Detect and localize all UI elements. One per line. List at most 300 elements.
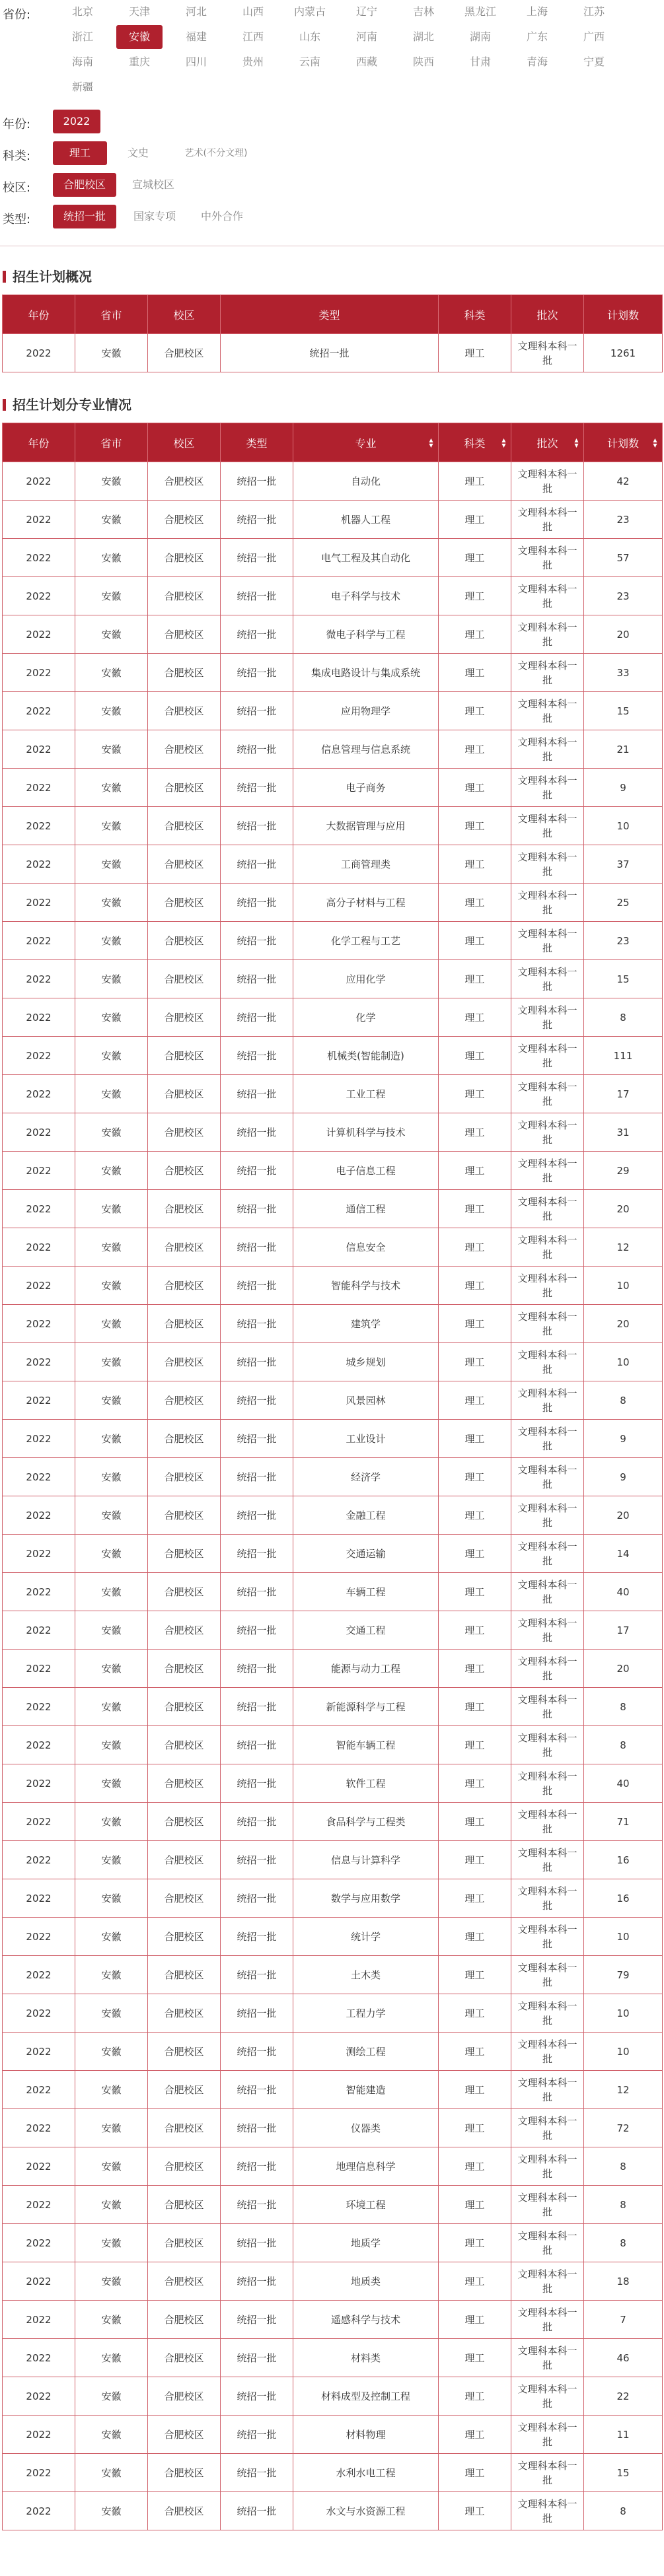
table-cell: 理工 (439, 1879, 511, 1918)
column-header: 年份 (3, 295, 75, 334)
table-cell: 理工 (439, 1956, 511, 1994)
province-option[interactable]: 贵州 (242, 55, 264, 68)
table-cell: 理工 (439, 1803, 511, 1841)
table-cell: 理工 (439, 577, 511, 615)
table-cell: 统招一批 (221, 501, 293, 539)
major-name-cell: 工业工程 (293, 1075, 439, 1113)
province-option[interactable]: 北京 (71, 5, 93, 18)
major-name-cell: 风景园林 (293, 1381, 439, 1420)
table-cell: 合肥校区 (148, 2377, 221, 2416)
table-cell: 2022 (3, 960, 75, 998)
province-option[interactable]: 重庆 (128, 55, 150, 68)
province-option[interactable]: 湖北 (412, 30, 434, 43)
table-cell: 合肥校区 (148, 1152, 221, 1190)
table-cell: 安徽 (75, 1420, 148, 1458)
province-option[interactable]: 安徽 (116, 25, 163, 49)
plan-count-cell: 16 (584, 1879, 663, 1918)
major-name-cell: 集成电路设计与集成系统 (293, 654, 439, 692)
table-row (3, 1994, 663, 2033)
table-cell: 安徽 (75, 1803, 148, 1841)
table-cell: 安徽 (75, 1228, 148, 1267)
province-option[interactable]: 云南 (299, 55, 320, 68)
table-cell: 理工 (439, 1037, 511, 1075)
table-cell: 理工 (439, 807, 511, 845)
table-cell: 文理科本科一批 (511, 1267, 584, 1305)
table-cell: 安徽 (75, 1343, 148, 1381)
plan-count-cell: 8 (584, 1381, 663, 1420)
major-name-cell: 电子科学与技术 (293, 577, 439, 615)
province-option[interactable]: 陕西 (412, 55, 434, 68)
table-cell: 2022 (3, 539, 75, 577)
table-cell: 理工 (439, 462, 511, 501)
plan-count-cell: 72 (584, 2109, 663, 2147)
table-cell: 理工 (439, 1611, 511, 1650)
major-name-cell: 仪器类 (293, 2109, 439, 2147)
table-cell: 安徽 (75, 2416, 148, 2454)
table-cell: 文理科本科一批 (511, 1343, 584, 1381)
table-cell: 理工 (439, 654, 511, 692)
province-option[interactable]: 湖南 (469, 30, 491, 43)
table-cell: 理工 (439, 2262, 511, 2301)
table-cell: 2022 (3, 1458, 75, 1496)
table-cell: 合肥校区 (148, 501, 221, 539)
province-option[interactable]: 河北 (185, 5, 207, 18)
province-option[interactable]: 广东 (526, 30, 548, 43)
table-cell: 理工 (439, 998, 511, 1037)
table-cell: 文理科本科一批 (511, 2147, 584, 2186)
table-cell: 统招一批 (221, 2262, 293, 2301)
table-cell: 2022 (3, 1803, 75, 1841)
table-cell: 合肥校区 (148, 2071, 221, 2109)
province-option[interactable]: 江西 (242, 30, 264, 43)
major-name-cell: 电气工程及其自动化 (293, 539, 439, 577)
table-cell: 2022 (3, 998, 75, 1037)
table-row (3, 1841, 663, 1879)
table-cell: 2022 (3, 1650, 75, 1688)
table-cell: 理工 (439, 1688, 511, 1726)
table-row (3, 1803, 663, 1841)
table-cell: 统招一批 (221, 2339, 293, 2377)
table-cell: 2022 (3, 1113, 75, 1152)
plan-count-cell: 18 (584, 2262, 663, 2301)
table-cell: 安徽 (75, 807, 148, 845)
table-cell: 文理科本科一批 (511, 1688, 584, 1726)
province-option[interactable]: 吉林 (412, 5, 434, 18)
table-cell: 合肥校区 (148, 2492, 221, 2530)
table-cell: 理工 (439, 2109, 511, 2147)
plan-count-cell: 8 (584, 2147, 663, 2186)
subject-option-science[interactable]: 理工 (53, 141, 107, 165)
plan-count-cell: 7 (584, 2301, 663, 2339)
table-cell: 文理科本科一批 (511, 1803, 584, 1841)
major-name-cell: 地质类 (293, 2262, 439, 2301)
table-cell: 理工 (439, 1343, 511, 1381)
table-row (3, 1764, 663, 1803)
table-cell: 2022 (3, 2224, 75, 2262)
table-cell: 安徽 (75, 1650, 148, 1688)
province-option[interactable]: 辽宁 (355, 5, 377, 18)
major-name-cell: 建筑学 (293, 1305, 439, 1343)
table-cell: 理工 (439, 845, 511, 884)
province-option[interactable]: 宁夏 (583, 55, 605, 68)
table-cell: 合肥校区 (148, 1496, 221, 1535)
overview-title: 招生计划概况 (0, 267, 664, 287)
table-cell: 统招一批 (221, 1037, 293, 1075)
table-cell: 合肥校区 (148, 1228, 221, 1267)
table-cell: 2022 (3, 2339, 75, 2377)
plan-count-cell: 10 (584, 807, 663, 845)
table-cell: 合肥校区 (148, 960, 221, 998)
table-cell: 合肥校区 (148, 1037, 221, 1075)
table-cell: 文理科本科一批 (511, 2377, 584, 2416)
province-option[interactable]: 海南 (71, 55, 93, 68)
plan-count-cell: 42 (584, 462, 663, 501)
sortable-column-header[interactable]: 计划数 ▲▼ (584, 423, 663, 462)
plan-count-cell: 40 (584, 1573, 663, 1611)
sortable-column-header[interactable]: 批次 ▲▼ (511, 423, 584, 462)
plan-count-cell: 79 (584, 1956, 663, 1994)
table-cell: 文理科本科一批 (511, 1994, 584, 2033)
table-cell: 2022 (3, 2186, 75, 2224)
plan-count-cell: 17 (584, 1075, 663, 1113)
table-cell: 文理科本科一批 (511, 2071, 584, 2109)
province-option[interactable]: 上海 (526, 5, 548, 18)
table-cell: 理工 (439, 501, 511, 539)
table-row (3, 1267, 663, 1305)
table-row (3, 1113, 663, 1152)
table-cell: 2022 (3, 1879, 75, 1918)
table-cell: 统招一批 (221, 2492, 293, 2530)
table-cell: 统招一批 (221, 1688, 293, 1726)
table-row (3, 1152, 663, 1190)
plan-count-cell: 21 (584, 730, 663, 769)
table-cell: 文理科本科一批 (511, 1152, 584, 1190)
table-cell: 统招一批 (221, 769, 293, 807)
year-option-2022[interactable]: 2022 (53, 110, 100, 133)
table-cell: 安徽 (75, 2109, 148, 2147)
table-cell: 文理科本科一批 (511, 1458, 584, 1496)
table-cell: 合肥校区 (148, 2224, 221, 2262)
table-cell: 合肥校区 (148, 2109, 221, 2147)
column-header: 批次 (511, 295, 584, 334)
table-cell: 合肥校区 (148, 2339, 221, 2377)
table-cell: 统招一批 (221, 845, 293, 884)
plan-count-cell: 10 (584, 1343, 663, 1381)
type-option-sino-foreign[interactable]: 中外合作 (200, 210, 243, 223)
table-cell: 理工 (439, 1075, 511, 1113)
table-cell: 合肥校区 (148, 1075, 221, 1113)
table-cell: 统招一批 (221, 1496, 293, 1535)
table-row (3, 769, 663, 807)
province-option[interactable]: 江苏 (583, 5, 605, 18)
plan-count-cell: 23 (584, 501, 663, 539)
plan-count-cell: 8 (584, 998, 663, 1037)
table-row (3, 577, 663, 615)
table-cell: 统招一批 (221, 1343, 293, 1381)
plan-count-cell: 20 (584, 1190, 663, 1228)
province-option[interactable]: 山西 (242, 5, 264, 18)
province-option[interactable]: 福建 (185, 30, 207, 43)
table-row (3, 1879, 663, 1918)
table-cell: 理工 (439, 960, 511, 998)
table-cell: 理工 (439, 1496, 511, 1535)
table-cell: 文理科本科一批 (511, 1420, 584, 1458)
table-cell: 文理科本科一批 (511, 1535, 584, 1573)
table-cell: 2022 (3, 922, 75, 960)
table-cell: 2022 (3, 2492, 75, 2530)
table-cell: 理工 (439, 1305, 511, 1343)
table-cell: 文理科本科一批 (511, 1841, 584, 1879)
table-row (3, 1343, 663, 1381)
table-cell: 安徽 (75, 2454, 148, 2492)
table-cell: 统招一批 (221, 577, 293, 615)
province-option[interactable]: 浙江 (71, 30, 93, 43)
table-cell: 理工 (439, 2492, 511, 2530)
table-cell: 2022 (3, 2416, 75, 2454)
table-cell: 文理科本科一批 (511, 692, 584, 730)
table-cell: 合肥校区 (148, 2033, 221, 2071)
table-cell: 文理科本科一批 (511, 1190, 584, 1228)
plan-count-cell: 12 (584, 1228, 663, 1267)
major-name-cell: 交通运输 (293, 1535, 439, 1573)
table-cell: 合肥校区 (148, 1994, 221, 2033)
table-cell: 安徽 (75, 1879, 148, 1918)
province-option[interactable]: 黑龙江 (464, 5, 496, 18)
column-header: 年份 (3, 423, 75, 462)
table-cell: 合肥校区 (148, 1458, 221, 1496)
table-cell: 理工 (439, 2033, 511, 2071)
table-cell: 2022 (3, 1420, 75, 1458)
table-cell: 理工 (439, 1113, 511, 1152)
table-cell: 2022 (3, 1573, 75, 1611)
table-cell: 文理科本科一批 (511, 2454, 584, 2492)
table-cell: 2022 (3, 501, 75, 539)
table-cell: 理工 (439, 1535, 511, 1573)
table-cell: 2022 (3, 577, 75, 615)
table-cell: 2022 (3, 1764, 75, 1803)
table-cell: 文理科本科一批 (511, 1113, 584, 1152)
table-cell: 安徽 (75, 334, 148, 372)
table-cell: 文理科本科一批 (511, 1726, 584, 1764)
table-cell: 理工 (439, 1650, 511, 1688)
subject-label: 科类: (3, 149, 31, 163)
table-cell: 合肥校区 (148, 1535, 221, 1573)
table-cell: 统招一批 (221, 2454, 293, 2492)
table-cell: 统招一批 (221, 1420, 293, 1458)
table-row (3, 334, 663, 372)
plan-count-cell: 11 (584, 2416, 663, 2454)
major-name-cell: 工业设计 (293, 1420, 439, 1458)
major-name-cell: 统计学 (293, 1918, 439, 1956)
table-cell: 统招一批 (221, 1956, 293, 1994)
table-cell: 安徽 (75, 884, 148, 922)
type-option-national[interactable]: 国家专项 (133, 210, 176, 223)
campus-option-hefei[interactable]: 合肥校区 (53, 173, 116, 197)
major-name-cell: 智能车辆工程 (293, 1726, 439, 1764)
table-cell: 安徽 (75, 2301, 148, 2339)
table-cell: 文理科本科一批 (511, 501, 584, 539)
table-cell: 安徽 (75, 2147, 148, 2186)
table-row (3, 1535, 663, 1573)
major-name-cell: 通信工程 (293, 1190, 439, 1228)
year-label: 年份: (3, 118, 31, 131)
table-row (3, 2377, 663, 2416)
table-cell: 文理科本科一批 (511, 2339, 584, 2377)
table-cell: 统招一批 (221, 2377, 293, 2416)
province-option[interactable]: 天津 (128, 5, 150, 18)
plan-count-cell: 10 (584, 1267, 663, 1305)
table-cell: 2022 (3, 2454, 75, 2492)
table-cell: 安徽 (75, 2377, 148, 2416)
province-option[interactable]: 山东 (299, 30, 320, 43)
table-cell: 统招一批 (221, 2147, 293, 2186)
table-row (3, 692, 663, 730)
table-row (3, 2224, 663, 2262)
major-name-cell: 工商管理类 (293, 845, 439, 884)
table-row (3, 998, 663, 1037)
major-name-cell: 车辆工程 (293, 1573, 439, 1611)
table-cell: 安徽 (75, 501, 148, 539)
plan-count-cell: 8 (584, 2186, 663, 2224)
table-cell: 安徽 (75, 692, 148, 730)
table-cell: 合肥校区 (148, 1918, 221, 1956)
table-cell: 统招一批 (221, 1611, 293, 1650)
table-cell: 合肥校区 (148, 2262, 221, 2301)
table-cell: 合肥校区 (148, 1764, 221, 1803)
table-cell: 2022 (3, 2262, 75, 2301)
province-option[interactable]: 广西 (583, 30, 605, 43)
table-cell: 文理科本科一批 (511, 845, 584, 884)
table-row (3, 845, 663, 884)
plan-count-cell: 37 (584, 845, 663, 884)
table-cell: 安徽 (75, 1113, 148, 1152)
table-cell: 理工 (439, 1726, 511, 1764)
subject-option-art[interactable]: 艺术(不分文理) (184, 148, 248, 158)
table-cell: 理工 (439, 1918, 511, 1956)
major-name-cell: 新能源科学与工程 (293, 1688, 439, 1726)
province-option[interactable]: 甘肃 (469, 55, 491, 68)
major-name-cell: 大数据管理与应用 (293, 807, 439, 845)
table-cell: 理工 (439, 1458, 511, 1496)
table-cell: 理工 (439, 2301, 511, 2339)
table-cell: 理工 (439, 2147, 511, 2186)
province-option[interactable]: 内蒙古 (293, 5, 326, 18)
table-cell: 统招一批 (221, 539, 293, 577)
table-cell: 安徽 (75, 1726, 148, 1764)
table-cell: 文理科本科一批 (511, 730, 584, 769)
table-cell: 理工 (439, 2186, 511, 2224)
table-cell: 安徽 (75, 1037, 148, 1075)
table-cell: 2022 (3, 1343, 75, 1381)
sortable-column-header[interactable]: 专业 ▲▼ (293, 423, 439, 462)
plan-count-cell: 14 (584, 1535, 663, 1573)
table-cell: 合肥校区 (148, 1611, 221, 1650)
province-filter (0, 0, 664, 106)
table-cell: 安徽 (75, 615, 148, 654)
major-name-cell: 计算机科学与技术 (293, 1113, 439, 1152)
plan-count-cell: 15 (584, 692, 663, 730)
plan-count-cell: 31 (584, 1113, 663, 1152)
major-name-cell: 机器人工程 (293, 501, 439, 539)
sortable-column-header[interactable]: 科类 ▲▼ (439, 423, 511, 462)
province-option[interactable]: 河南 (355, 30, 377, 43)
plan-count-cell: 10 (584, 1918, 663, 1956)
table-cell: 安徽 (75, 1075, 148, 1113)
table-cell: 统招一批 (221, 730, 293, 769)
table-cell: 文理科本科一批 (511, 769, 584, 807)
table-row (3, 1228, 663, 1267)
table-cell: 文理科本科一批 (511, 654, 584, 692)
province-option[interactable]: 新疆 (71, 81, 93, 93)
plan-count-cell: 15 (584, 960, 663, 998)
table-cell: 文理科本科一批 (511, 1496, 584, 1535)
table-cell: 合肥校区 (148, 577, 221, 615)
plan-count-cell: 9 (584, 1458, 663, 1496)
table-cell: 安徽 (75, 2033, 148, 2071)
major-name-cell: 信息与计算科学 (293, 1841, 439, 1879)
table-cell: 文理科本科一批 (511, 1879, 584, 1918)
province-option[interactable]: 四川 (185, 55, 207, 68)
table-cell: 统招一批 (221, 1803, 293, 1841)
table-cell: 安徽 (75, 1152, 148, 1190)
major-name-cell: 自动化 (293, 462, 439, 501)
table-row (3, 1918, 663, 1956)
table-cell: 安徽 (75, 1841, 148, 1879)
table-cell: 合肥校区 (148, 1803, 221, 1841)
table-cell: 统招一批 (221, 2109, 293, 2147)
table-cell: 安徽 (75, 1535, 148, 1573)
table-cell: 理工 (439, 2454, 511, 2492)
campus-label: 校区: (3, 181, 31, 195)
table-cell: 统招一批 (221, 1918, 293, 1956)
table-row (3, 960, 663, 998)
table-cell: 统招一批 (221, 1228, 293, 1267)
plan-count-cell: 23 (584, 922, 663, 960)
type-option-unified[interactable]: 统招一批 (53, 205, 116, 228)
table-cell: 安徽 (75, 730, 148, 769)
table-cell: 合肥校区 (148, 1305, 221, 1343)
major-name-cell: 数学与应用数学 (293, 1879, 439, 1918)
major-name-cell: 材料物理 (293, 2416, 439, 2454)
plan-count-cell: 15 (584, 2454, 663, 2492)
table-cell: 统招一批 (221, 1267, 293, 1305)
table-cell: 2022 (3, 2301, 75, 2339)
table-cell: 2022 (3, 730, 75, 769)
table-cell: 统招一批 (221, 2224, 293, 2262)
table-cell: 合肥校区 (148, 1688, 221, 1726)
table-cell: 安徽 (75, 2492, 148, 2530)
table-cell: 2022 (3, 615, 75, 654)
major-name-cell: 化学工程与工艺 (293, 922, 439, 960)
column-header: 校区 (148, 423, 221, 462)
table-cell: 安徽 (75, 1267, 148, 1305)
table-cell: 理工 (439, 1267, 511, 1305)
majors-table (2, 423, 663, 2530)
table-cell: 合肥校区 (148, 654, 221, 692)
table-cell: 安徽 (75, 654, 148, 692)
table-cell: 统招一批 (221, 1573, 293, 1611)
plan-count-cell: 9 (584, 1420, 663, 1458)
plan-count-cell: 12 (584, 2071, 663, 2109)
table-cell: 安徽 (75, 2262, 148, 2301)
province-option[interactable]: 西藏 (355, 55, 377, 68)
province-option[interactable]: 青海 (526, 55, 548, 68)
plan-count-cell: 16 (584, 1841, 663, 1879)
subject-option-arts[interactable]: 文史 (127, 147, 149, 159)
table-cell: 合肥校区 (148, 539, 221, 577)
table-cell: 理工 (439, 1152, 511, 1190)
campus-option-xuancheng[interactable]: 宣城校区 (131, 178, 174, 191)
